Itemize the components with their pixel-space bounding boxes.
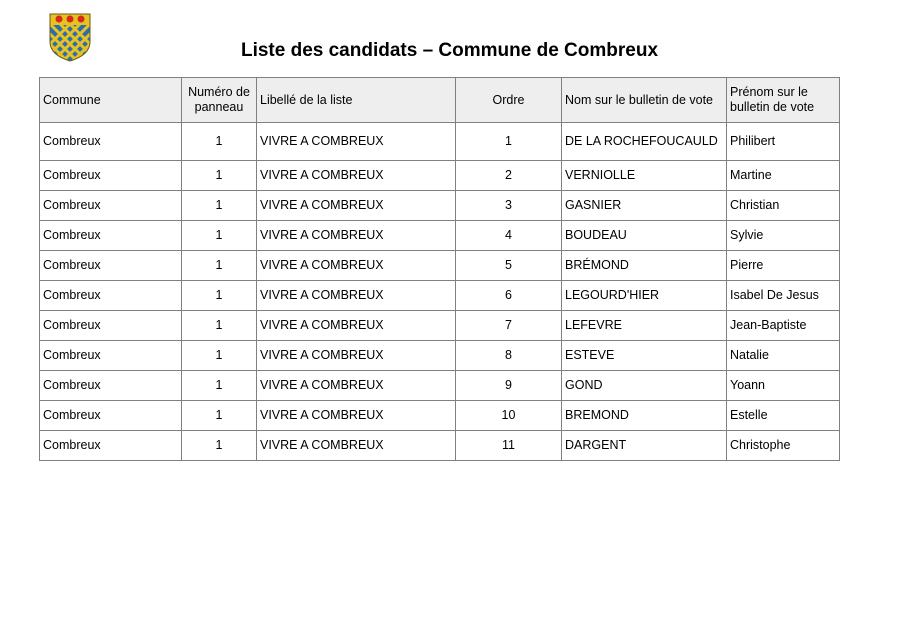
cell-panneau: 1 <box>182 341 257 371</box>
cell-panneau: 1 <box>182 401 257 431</box>
cell-prenom: Martine <box>727 161 840 191</box>
page-title: Liste des candidats – Commune de Combreux <box>240 40 659 61</box>
table-row <box>40 431 840 461</box>
cell-commune: Combreux <box>40 281 182 311</box>
column-header-commune: Commune <box>40 78 182 123</box>
cell-nom: BRÉMOND <box>562 251 727 281</box>
table-row <box>40 251 840 281</box>
cell-liste: VIVRE A COMBREUX <box>257 431 456 461</box>
table-row <box>40 221 840 251</box>
cell-nom: DE LA ROCHEFOUCAULD <box>562 123 727 161</box>
cell-ordre: 2 <box>456 161 562 191</box>
cell-liste: VIVRE A COMBREUX <box>257 371 456 401</box>
table-row <box>40 371 840 401</box>
cell-panneau: 1 <box>182 123 257 161</box>
cell-nom: DARGENT <box>562 431 727 461</box>
cell-commune: Combreux <box>40 401 182 431</box>
cell-nom: GASNIER <box>562 191 727 221</box>
cell-nom: GOND <box>562 371 727 401</box>
cell-nom: LEFEVRE <box>562 311 727 341</box>
cell-nom: ESTEVE <box>562 341 727 371</box>
cell-liste: VIVRE A COMBREUX <box>257 281 456 311</box>
cell-prenom: Jean-Baptiste <box>727 311 840 341</box>
cell-panneau: 1 <box>182 371 257 401</box>
cell-panneau: 1 <box>182 161 257 191</box>
cell-prenom: Sylvie <box>727 221 840 251</box>
cell-ordre: 4 <box>456 221 562 251</box>
cell-ordre: 3 <box>456 191 562 221</box>
cell-ordre: 8 <box>456 341 562 371</box>
cell-liste: VIVRE A COMBREUX <box>257 251 456 281</box>
cell-liste: VIVRE A COMBREUX <box>257 401 456 431</box>
column-header-nom: Nom sur le bulletin de vote <box>562 78 727 123</box>
table-row <box>40 341 840 371</box>
table-row <box>40 311 840 341</box>
column-header-liste: Libellé de la liste <box>257 78 456 123</box>
cell-liste: VIVRE A COMBREUX <box>257 221 456 251</box>
cell-panneau: 1 <box>182 311 257 341</box>
cell-prenom: Christian <box>727 191 840 221</box>
cell-commune: Combreux <box>40 311 182 341</box>
cell-ordre: 5 <box>456 251 562 281</box>
column-header-ordre: Ordre <box>456 78 562 123</box>
cell-ordre: 11 <box>456 431 562 461</box>
cell-commune: Combreux <box>40 123 182 161</box>
cell-commune: Combreux <box>40 251 182 281</box>
cell-prenom: Philibert <box>727 123 840 161</box>
table-row <box>40 281 840 311</box>
cell-commune: Combreux <box>40 371 182 401</box>
cell-prenom: Natalie <box>727 341 840 371</box>
cell-commune: Combreux <box>40 161 182 191</box>
cell-commune: Combreux <box>40 221 182 251</box>
cell-liste: VIVRE A COMBREUX <box>257 161 456 191</box>
cell-ordre: 9 <box>456 371 562 401</box>
cell-prenom: Estelle <box>727 401 840 431</box>
cell-nom: LEGOURD'HIER <box>562 281 727 311</box>
cell-commune: Combreux <box>40 341 182 371</box>
cell-nom: VERNIOLLE <box>562 161 727 191</box>
cell-commune: Combreux <box>40 431 182 461</box>
cell-nom: BOUDEAU <box>562 221 727 251</box>
cell-prenom: Yoann <box>727 371 840 401</box>
table-row <box>40 123 840 161</box>
cell-commune: Combreux <box>40 191 182 221</box>
cell-liste: VIVRE A COMBREUX <box>257 191 456 221</box>
cell-panneau: 1 <box>182 221 257 251</box>
cell-liste: VIVRE A COMBREUX <box>257 341 456 371</box>
table-header-row <box>40 78 840 123</box>
column-header-panneau: Numéro de panneau <box>182 78 257 123</box>
cell-prenom: Pierre <box>727 251 840 281</box>
cell-ordre: 7 <box>456 311 562 341</box>
cell-panneau: 1 <box>182 191 257 221</box>
cell-ordre: 6 <box>456 281 562 311</box>
table-row <box>40 191 840 221</box>
table-row <box>40 161 840 191</box>
cell-prenom: Christophe <box>727 431 840 461</box>
cell-liste: VIVRE A COMBREUX <box>257 123 456 161</box>
cell-nom: BREMOND <box>562 401 727 431</box>
column-header-prenom: Prénom sur le bulletin de vote <box>727 78 840 123</box>
cell-liste: VIVRE A COMBREUX <box>257 311 456 341</box>
cell-ordre: 1 <box>456 123 562 161</box>
cell-panneau: 1 <box>182 431 257 461</box>
cell-panneau: 1 <box>182 281 257 311</box>
cell-prenom: Isabel De Jesus <box>727 281 840 311</box>
cell-ordre: 10 <box>456 401 562 431</box>
cell-panneau: 1 <box>182 251 257 281</box>
candidates-table <box>39 77 840 461</box>
table-row <box>40 401 840 431</box>
